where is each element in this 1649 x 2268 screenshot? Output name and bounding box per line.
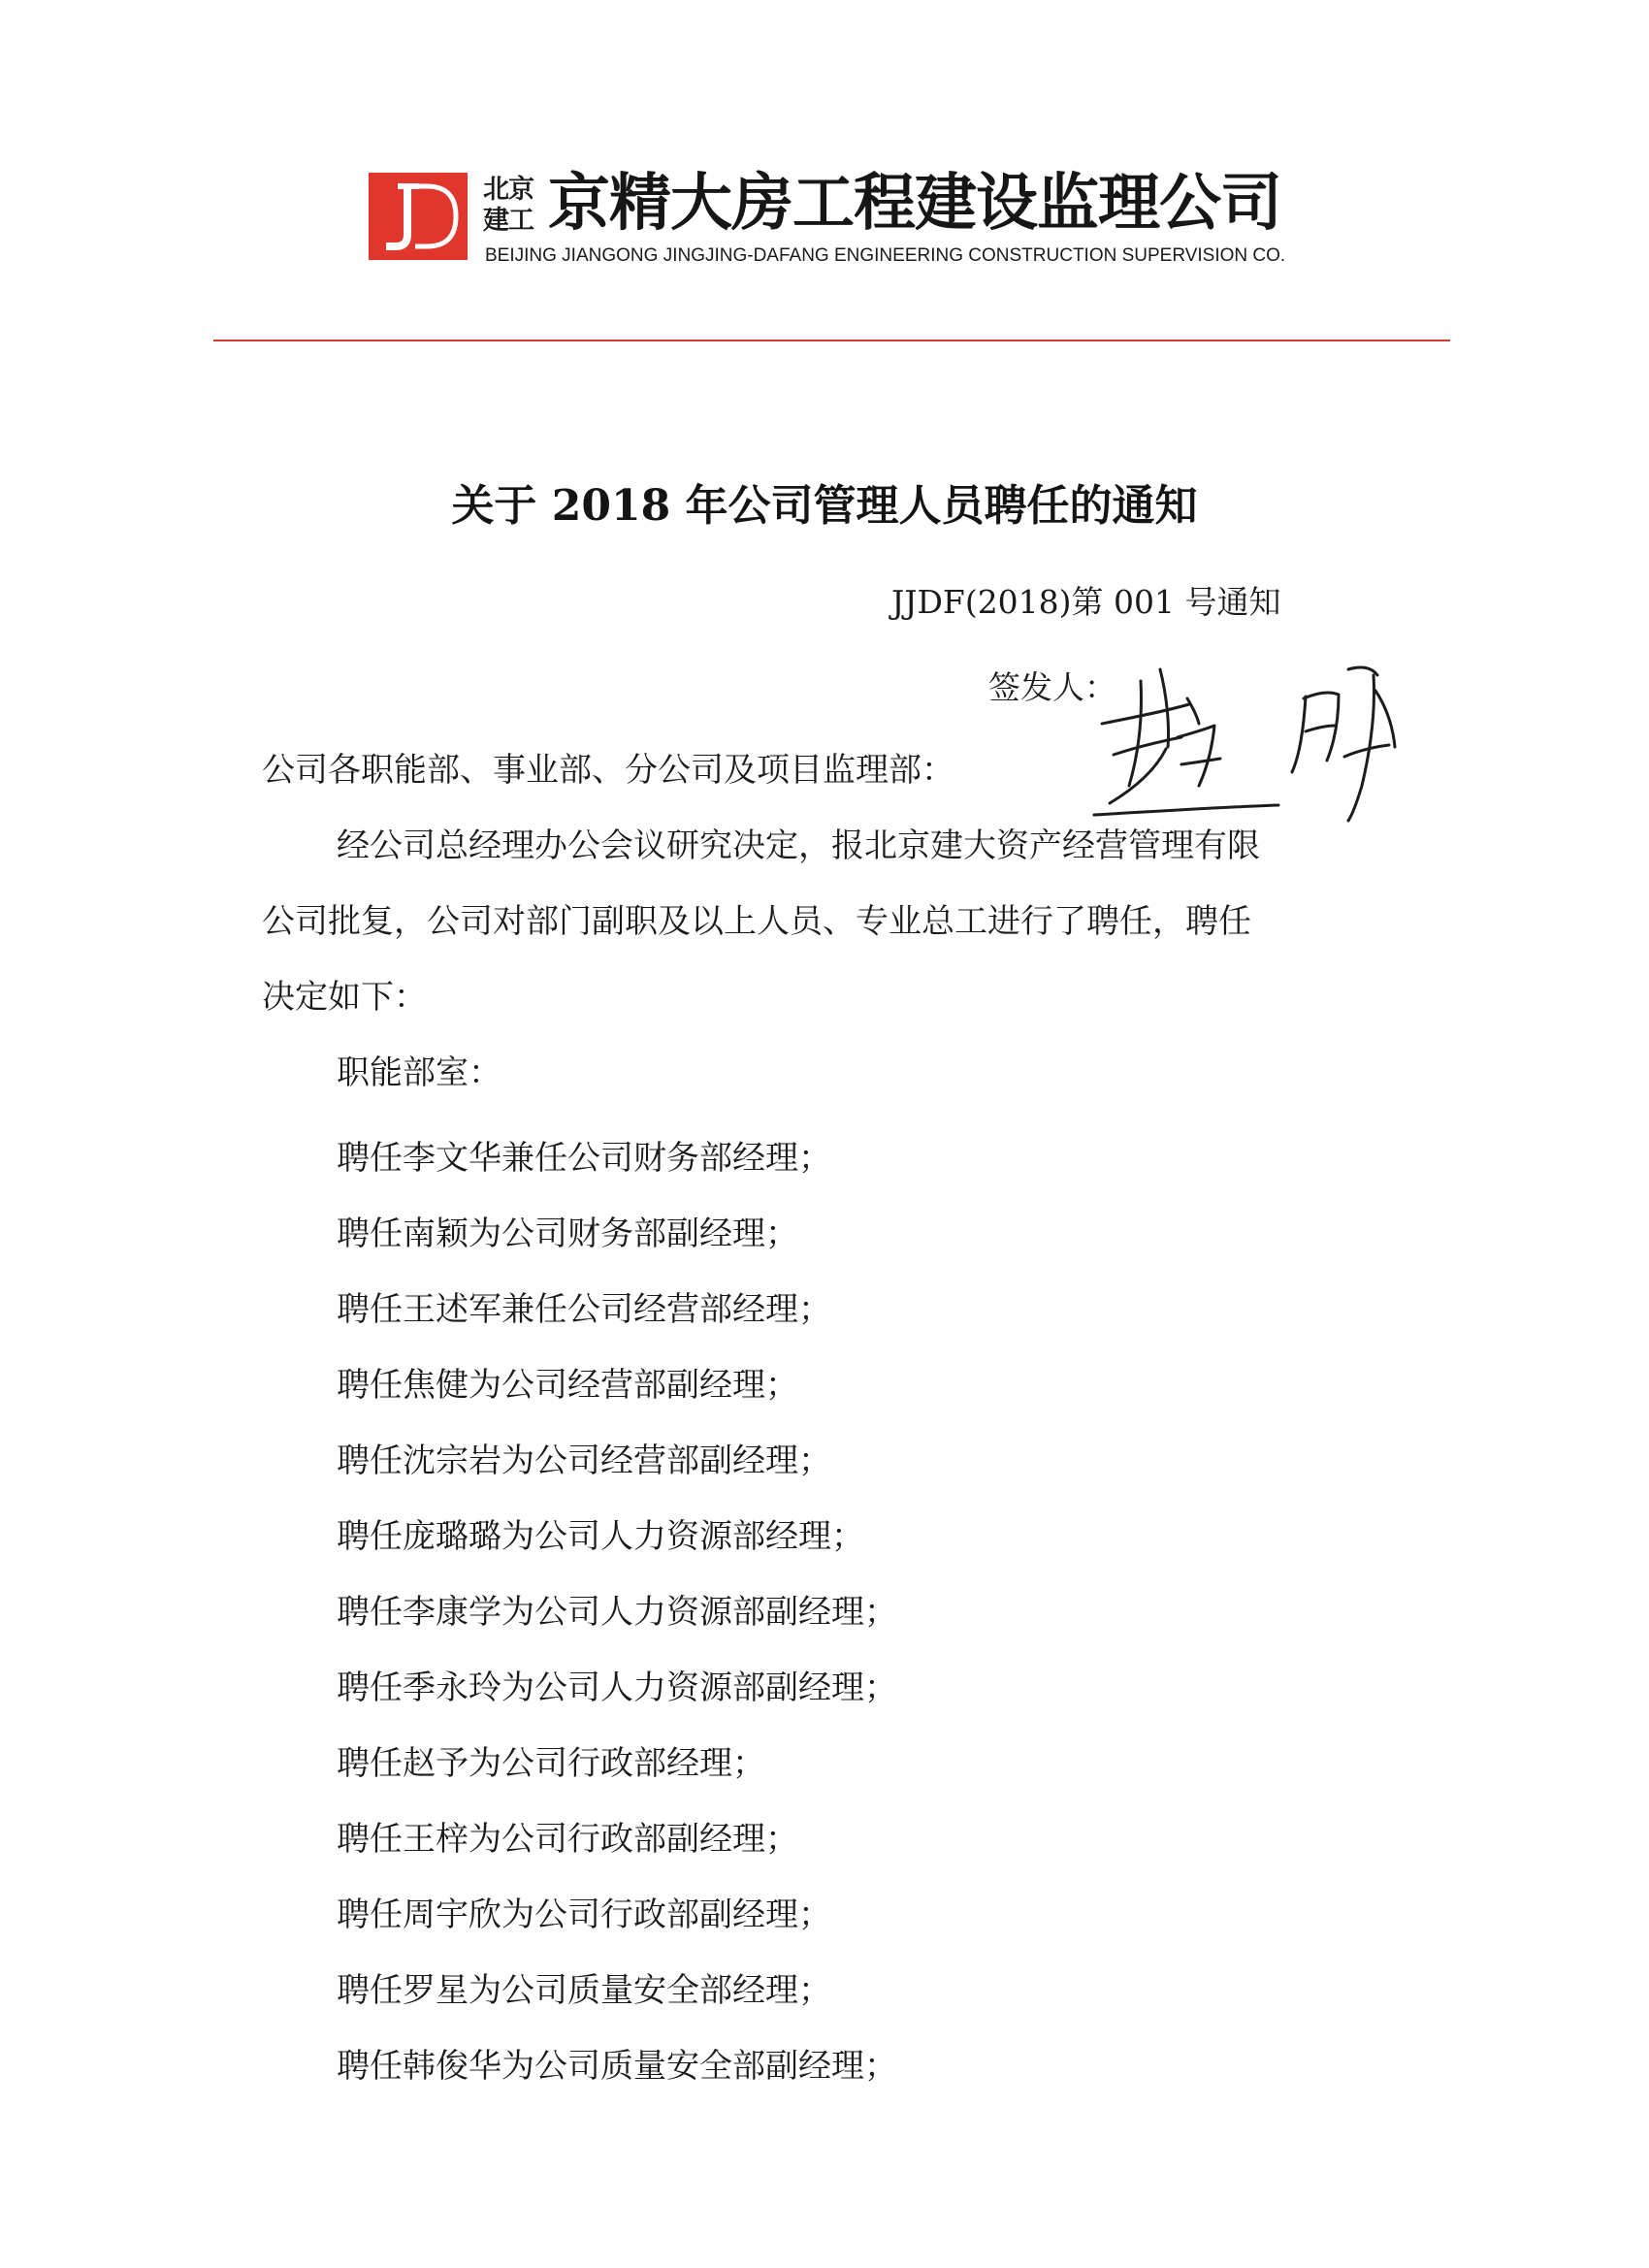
appointment-item: 聘任南颖为公司财务部副经理； bbox=[337, 1215, 798, 1253]
appointment-item: 聘任赵予为公司行政部经理； bbox=[337, 1744, 765, 1783]
document-number: JJDF(2018)第 001 号通知 bbox=[891, 583, 1281, 621]
signer-label: 签发人： bbox=[988, 668, 1116, 706]
company-prefix bbox=[483, 175, 545, 237]
appointment-item: 聘任李康学为公司人力资源部副经理； bbox=[337, 1593, 897, 1632]
intro-paragraph-line-2: 公司批复，公司对部门副职及以上人员、专业总工进行了聘任，聘任 bbox=[262, 902, 1251, 941]
section-heading: 职能部室： bbox=[337, 1053, 501, 1092]
header-divider bbox=[213, 340, 1450, 341]
appointment-item: 聘任庞璐璐为公司人力资源部经理； bbox=[337, 1517, 864, 1556]
jd-logo-icon bbox=[369, 173, 468, 260]
salutation: 公司各职能部、事业部、分公司及项目监理部： bbox=[262, 751, 954, 790]
company-name: 京精大房工程建设监理公司 bbox=[548, 168, 1281, 240]
appointment-item: 聘任季永玲为公司人力资源部副经理； bbox=[337, 1669, 897, 1707]
appointment-item: 聘任焦健为公司经营部副经理； bbox=[337, 1366, 798, 1405]
company-name-english: BEIJING JIANGONG JINGJING-DAFANG ENGINEERING CONSTRUCTION SUPERVISION CO. bbox=[485, 245, 1286, 266]
company-logo bbox=[369, 173, 468, 260]
appointment-item: 聘任王述军兼任公司经营部经理； bbox=[337, 1290, 831, 1329]
intro-paragraph-line-1: 经公司总经理办公会议研究决定，报北京建大资产经营管理有限 bbox=[337, 826, 1260, 865]
company-prefix-line2: 建工 bbox=[483, 206, 534, 236]
appointment-item: 聘任王梓为公司行政部副经理； bbox=[337, 1820, 798, 1859]
appointment-item: 聘任周宇欣为公司行政部副经理； bbox=[337, 1895, 831, 1934]
company-prefix-line1: 北京 bbox=[483, 175, 534, 205]
appointment-item: 聘任李文华兼任公司财务部经理； bbox=[337, 1139, 831, 1178]
document-title: 关于 2018 年公司管理人员聘任的通知 bbox=[451, 481, 1198, 531]
handwritten-signature bbox=[1084, 640, 1434, 825]
appointment-item: 聘任罗星为公司质量安全部经理； bbox=[337, 1971, 831, 2010]
appointment-item: 聘任沈宗岩为公司经营部副经理； bbox=[337, 1442, 831, 1480]
appointment-item: 聘任韩俊华为公司质量安全部副经理； bbox=[337, 2047, 897, 2086]
intro-paragraph-line-3: 决定如下： bbox=[262, 978, 427, 1017]
